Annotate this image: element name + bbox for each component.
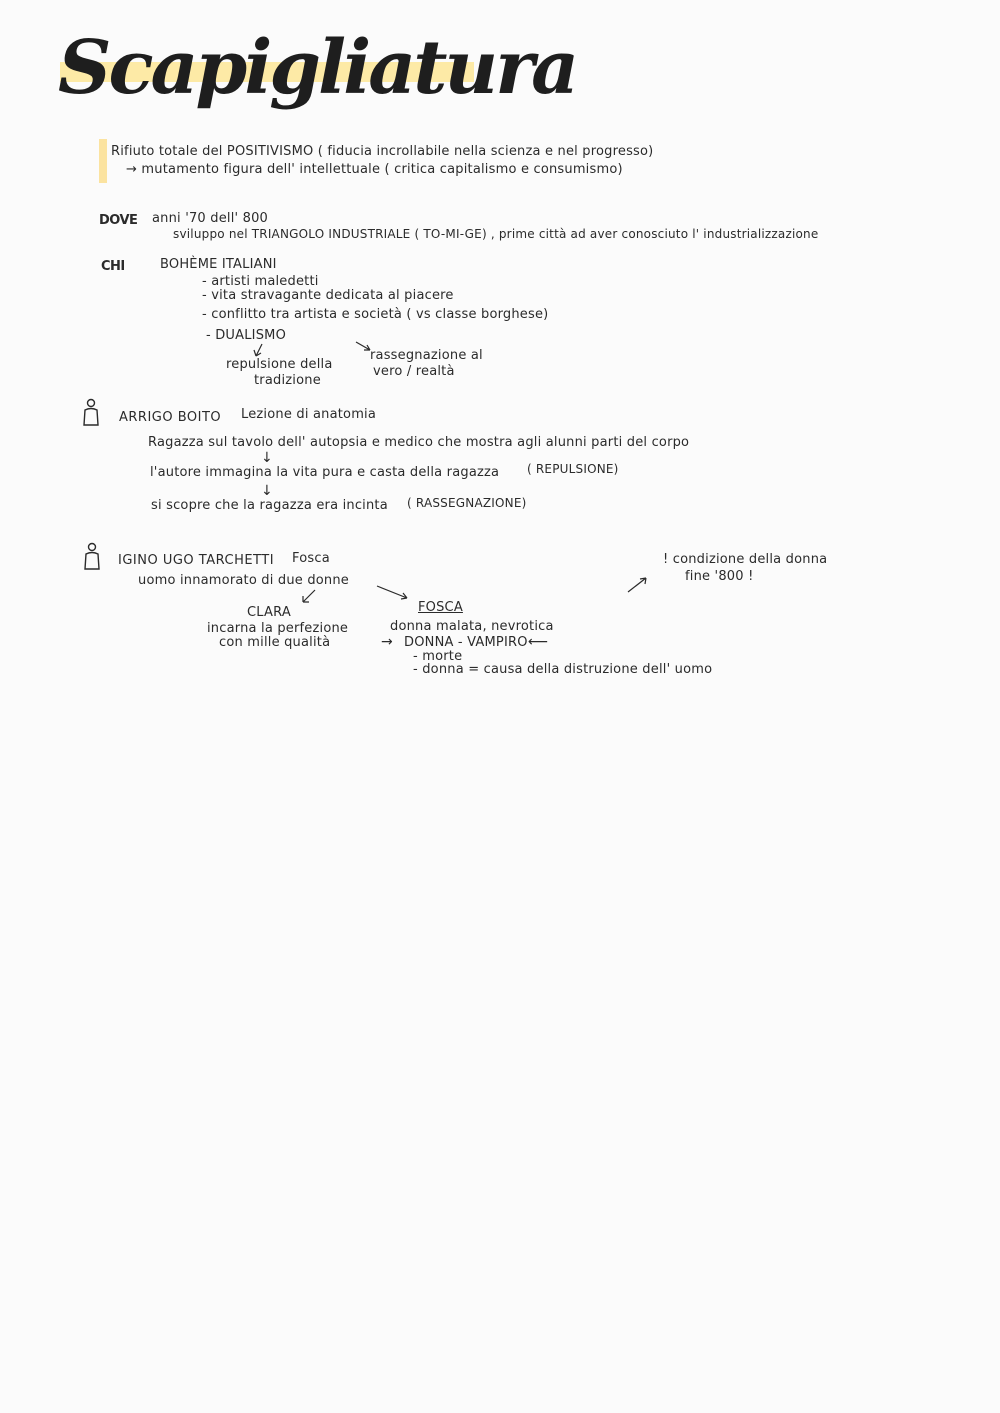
arrow-down-left-icon [303, 590, 315, 602]
chi-label: CHI [101, 259, 125, 274]
clara-line-2: con mille qualità [219, 635, 331, 650]
fosca-line-1: donna malata, nevrotica [390, 619, 554, 634]
arrow-down-icon: ↓ [261, 483, 273, 499]
dove-label: DOVE [99, 213, 138, 228]
tarchetti-line-1: uomo innamorato di due donne [138, 573, 350, 588]
fosca-line-3: - morte [413, 649, 463, 664]
note-line-1: ! condizione della donna [663, 552, 828, 567]
boito-author: ARRIGO BOITO [119, 410, 222, 425]
intro-line-2: → mutamento figura dell' intellettuale ( critica capitalismo e consumismo) [126, 162, 623, 177]
boito-line-2: l'autore immagina la vita pura e casta della ragazza [150, 465, 500, 480]
chi-heading: BOHÈME ITALIANI [160, 257, 277, 272]
arrow-down-left-icon [254, 344, 262, 356]
boito-line-2-tag: ( REPULSIONE) [527, 462, 619, 476]
dove-line-1: anni '70 dell' 800 [152, 211, 269, 226]
rassegnazione-line-1: rassegnazione al [370, 348, 483, 363]
tarchetti-arrows [295, 584, 415, 608]
boito-line-3-tag: ( RASSEGNAZIONE) [407, 496, 527, 510]
clara-title: CLARA [247, 605, 291, 620]
arrow-down-icon: ↓ [261, 450, 273, 466]
dove-line-2: sviluppo nel TRIANGOLO INDUSTRIALE ( TO-MI-GE) , prime città ad aver conosciuto l' industrializzazione [173, 227, 819, 241]
person-icon [81, 542, 103, 572]
fosca-line-4: - donna = causa della distruzione dell' uomo [413, 662, 713, 677]
intro-marker [99, 139, 107, 183]
title-block [58, 22, 577, 122]
chi-item-3: - conflitto tra artista e società ( vs classe borghese) [202, 307, 549, 322]
arrow-right-icon: → [381, 634, 393, 650]
arrow-up-right-icon [624, 574, 652, 596]
boito-work: Lezione di anatomia [241, 407, 377, 422]
arrow-down-right-icon [356, 342, 370, 350]
clara-line-1: incarna la perfezione [207, 621, 349, 636]
repulsione-line-2: tradizione [254, 373, 321, 388]
tarchetti-work: Fosca [292, 551, 330, 566]
person-icon [80, 398, 102, 428]
intro-line-1: Rifiuto totale del POSITIVISMO ( fiducia incrollabile nella scienza e nel progresso) [111, 144, 654, 159]
fosca-title: FOSCA [418, 600, 463, 615]
rassegnazione-line-2: vero / realtà [373, 364, 455, 379]
chi-item-2: - vita stravagante dedicata al piacere [202, 288, 454, 303]
tarchetti-author: IGINO UGO TARCHETTI [118, 553, 275, 568]
page-title: Scapigliatura [58, 25, 577, 111]
repulsione-line-1: repulsione della [226, 357, 333, 372]
boito-line-1: Ragazza sul tavolo dell' autopsia e medico che mostra agli alunni parti del corpo [148, 435, 690, 450]
chi-item-4: - DUALISMO [206, 328, 287, 343]
arrow-down-right-icon [377, 586, 407, 599]
arrow-left-icon: ⟵ [528, 634, 549, 650]
chi-item-1: - artisti maledetti [202, 274, 319, 289]
note-line-2: fine '800 ! [685, 569, 754, 584]
fosca-line-2: DONNA - VAMPIRO [404, 635, 528, 650]
boito-line-3: si scopre che la ragazza era incinta [151, 498, 388, 513]
